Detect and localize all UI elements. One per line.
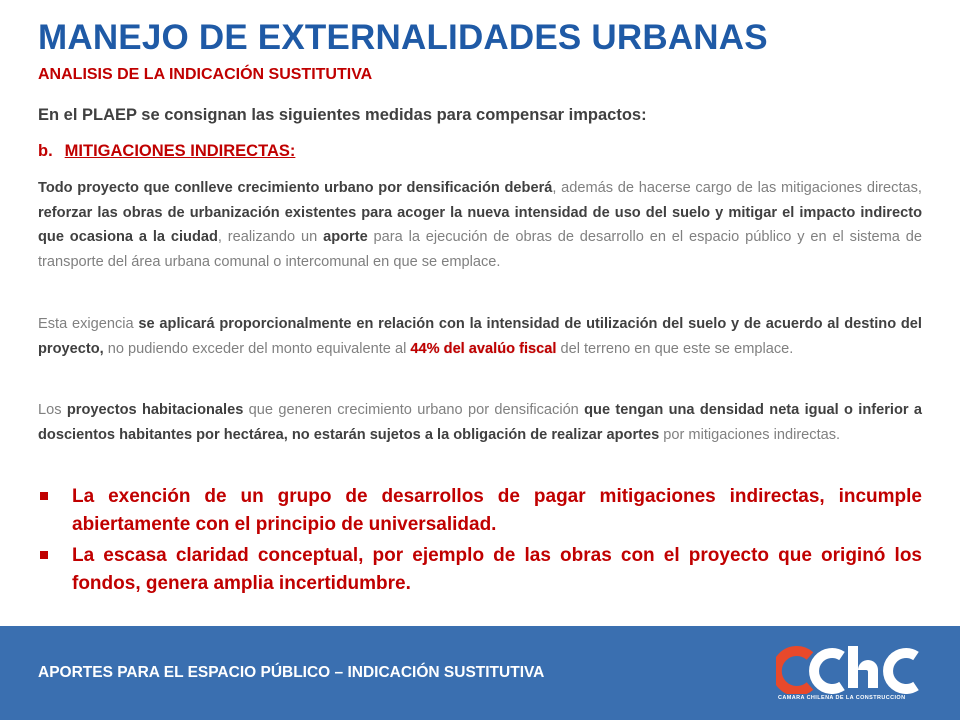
- p3-text-3: por mitigaciones indirectas.: [659, 426, 841, 443]
- paragraph-densification: [38, 176, 922, 274]
- p1-text-1: , además de hacerse cargo de las mitigaciones directas,: [552, 180, 922, 196]
- p1-bold-1: Todo proyecto que conlleve crecimiento urbano por densificación deberá: [38, 180, 553, 196]
- p1-bold-2: reforzar las obras de urbanización existentes para acoger la nueva intensidad de uso del suelo y mitigar el impacto indirecto que ocasiona a la ciudad: [38, 204, 922, 245]
- p2-highlight-percent: 44% del avalúo fiscal: [410, 340, 557, 357]
- intro-text: En el PLAEP se consignan las siguientes medidas para compensar impactos:: [38, 106, 647, 124]
- slide-title: MANEJO DE EXTERNALIDADES URBANAS: [38, 18, 768, 57]
- square-bullet-icon: [40, 492, 48, 500]
- list-item: [38, 483, 922, 538]
- logo-caption: CAMARA CHILENA DE LA CONSTRUCCION: [778, 695, 906, 701]
- bullet-text: La exención de un grupo de desarrollos de pagar mitigaciones indirectas, incumple abiertamente con el principio de universalidad.: [72, 486, 922, 535]
- p3-text-1: Los: [38, 402, 67, 418]
- cchc-logo-icon: [776, 642, 926, 694]
- footer-bar: [0, 626, 960, 720]
- slide-subtitle: ANALISIS DE LA INDICACIÓN SUSTITUTIVA: [38, 66, 373, 83]
- p3-bold-2: que tengan una densidad neta igual o inferior a doscientos habitantes por hectárea, no estarán sujetos a la obligación de realizar aportes: [38, 402, 922, 443]
- paragraph-habitacionales: [38, 398, 922, 447]
- square-bullet-icon: [40, 551, 48, 559]
- p2-text-1: Esta exigencia: [38, 316, 139, 332]
- p2-bold-1: se aplicará proporcionalmente en relación con la intensidad de utilización del suelo y de acuerdo al destino del proyecto,: [38, 316, 922, 357]
- section-title: MITIGACIONES INDIRECTAS:: [64, 142, 296, 160]
- p1-text-3: para la ejecución de obras de desarrollo en el espacio público y en el sistema de transporte del área urbana comunal o intercomunal en que se emplace.: [38, 229, 923, 270]
- p3-text-2: que generen crecimiento urbano por densificación: [243, 402, 585, 418]
- paragraph-exigencia: [38, 312, 922, 361]
- section-letter: b.: [38, 142, 53, 160]
- conclusion-list: [38, 483, 922, 601]
- p1-text-2: , realizando un: [217, 229, 324, 245]
- section-heading: [38, 142, 295, 161]
- p2-text-3: del terreno en que este se emplace.: [556, 340, 794, 357]
- bullet-text: La escasa claridad conceptual, por ejemplo de las obras con el proyecto que originó los fondos, genera amplia incertidumbre.: [72, 545, 922, 594]
- cchc-logo: [776, 642, 926, 706]
- list-item: [38, 542, 922, 597]
- p3-bold-1: proyectos habitacionales: [66, 402, 244, 418]
- p1-bold-3: aporte: [323, 229, 368, 245]
- footer-title: APORTES PARA EL ESPACIO PÚBLICO – INDICACIÓN SUSTITUTIVA: [38, 664, 545, 681]
- p2-text-2: no pudiendo exceder del monto equivalente al: [103, 340, 411, 357]
